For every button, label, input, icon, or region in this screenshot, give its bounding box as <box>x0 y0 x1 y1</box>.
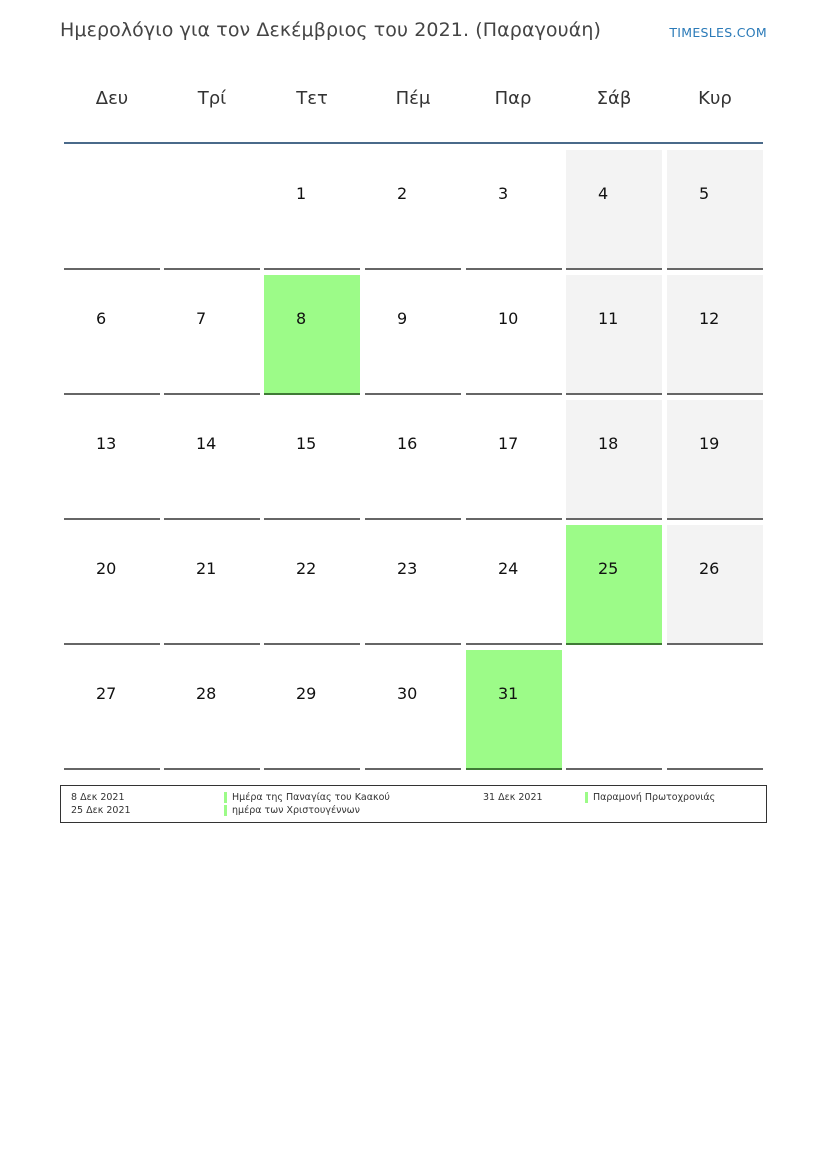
day-number: 17 <box>498 434 519 453</box>
day-cell <box>466 650 562 770</box>
weekday-label: Δευ <box>95 88 129 109</box>
day-number: 15 <box>296 434 317 453</box>
day-number: 31 <box>498 684 519 703</box>
day-number: 11 <box>598 309 619 328</box>
day-number: 22 <box>296 559 317 578</box>
day-cell <box>365 525 461 645</box>
day-number: 19 <box>699 434 720 453</box>
weekday-label: Κυρ <box>698 88 732 109</box>
day-cell <box>667 275 763 395</box>
day-number: 8 <box>296 309 307 328</box>
day-cell <box>466 400 562 520</box>
day-number: 28 <box>196 684 217 703</box>
legend-holiday-name: Ημέρα της Παναγίας του Κaακού <box>232 792 390 803</box>
day-number: 7 <box>196 309 207 328</box>
holiday-color-marker <box>585 792 588 803</box>
day-cell <box>164 275 260 395</box>
legend-holiday-name: ημέρα των Χριστουγέννων <box>232 805 360 816</box>
day-number: 30 <box>397 684 418 703</box>
day-cell <box>64 275 160 395</box>
day-number: 29 <box>296 684 317 703</box>
day-number: 25 <box>598 559 619 578</box>
day-cell <box>164 525 260 645</box>
day-cell <box>566 400 662 520</box>
day-cell <box>667 525 763 645</box>
legend-date: 31 Δεκ 2021 <box>483 792 543 803</box>
day-cell <box>264 525 360 645</box>
day-number: 2 <box>397 184 408 203</box>
day-number: 4 <box>598 184 609 203</box>
day-cell <box>466 150 562 270</box>
day-cell <box>64 525 160 645</box>
day-number: 6 <box>96 309 107 328</box>
empty-day-cell <box>566 650 662 770</box>
day-number: 27 <box>96 684 117 703</box>
empty-day-cell <box>64 150 160 270</box>
day-cell <box>667 150 763 270</box>
holiday-color-marker <box>224 805 227 816</box>
empty-day-cell <box>164 150 260 270</box>
weekday-header <box>62 88 765 120</box>
day-number: 1 <box>296 184 307 203</box>
day-cell <box>466 525 562 645</box>
day-number: 5 <box>699 184 710 203</box>
day-cell <box>264 150 360 270</box>
day-cell <box>264 650 360 770</box>
day-cell <box>164 650 260 770</box>
legend-date: 8 Δεκ 2021 <box>71 792 125 803</box>
day-number: 20 <box>96 559 117 578</box>
day-cell <box>466 275 562 395</box>
day-number: 13 <box>96 434 117 453</box>
day-number: 12 <box>699 309 720 328</box>
day-cell <box>365 650 461 770</box>
day-cell <box>64 650 160 770</box>
day-cell <box>365 275 461 395</box>
weekday-label: Τρί <box>197 88 227 109</box>
holiday-legend <box>60 785 767 823</box>
day-cell <box>164 400 260 520</box>
day-cell <box>365 400 461 520</box>
day-number: 9 <box>397 309 408 328</box>
weekday-label: Σάβ <box>596 88 632 109</box>
holiday-color-marker <box>224 792 227 803</box>
day-cell <box>264 275 360 395</box>
brand-link[interactable]: TIMESLES.COM <box>669 25 767 40</box>
empty-day-cell <box>667 650 763 770</box>
legend-holiday-name: Παραμονή Πρωτοχρονιάς <box>593 792 716 803</box>
day-number: 14 <box>196 434 217 453</box>
weekday-label: Παρ <box>494 88 532 109</box>
day-number: 18 <box>598 434 619 453</box>
day-number: 26 <box>699 559 720 578</box>
weekday-label: Πέμ <box>395 88 431 109</box>
day-cell <box>64 400 160 520</box>
day-number: 23 <box>397 559 418 578</box>
day-number: 21 <box>196 559 217 578</box>
day-cell <box>365 150 461 270</box>
legend-date: 25 Δεκ 2021 <box>71 805 131 816</box>
day-cell <box>566 150 662 270</box>
day-cell <box>667 400 763 520</box>
day-number: 24 <box>498 559 519 578</box>
day-number: 10 <box>498 309 519 328</box>
day-cell <box>566 275 662 395</box>
day-number: 3 <box>498 184 509 203</box>
weekday-label: Τετ <box>296 88 328 109</box>
header-divider <box>64 142 763 144</box>
day-cell <box>566 525 662 645</box>
day-cell <box>264 400 360 520</box>
day-number: 16 <box>397 434 418 453</box>
page-title: Ημερολόγιο για τον Δεκέμβριος του 2021. (Παραγουάη) <box>60 19 602 41</box>
